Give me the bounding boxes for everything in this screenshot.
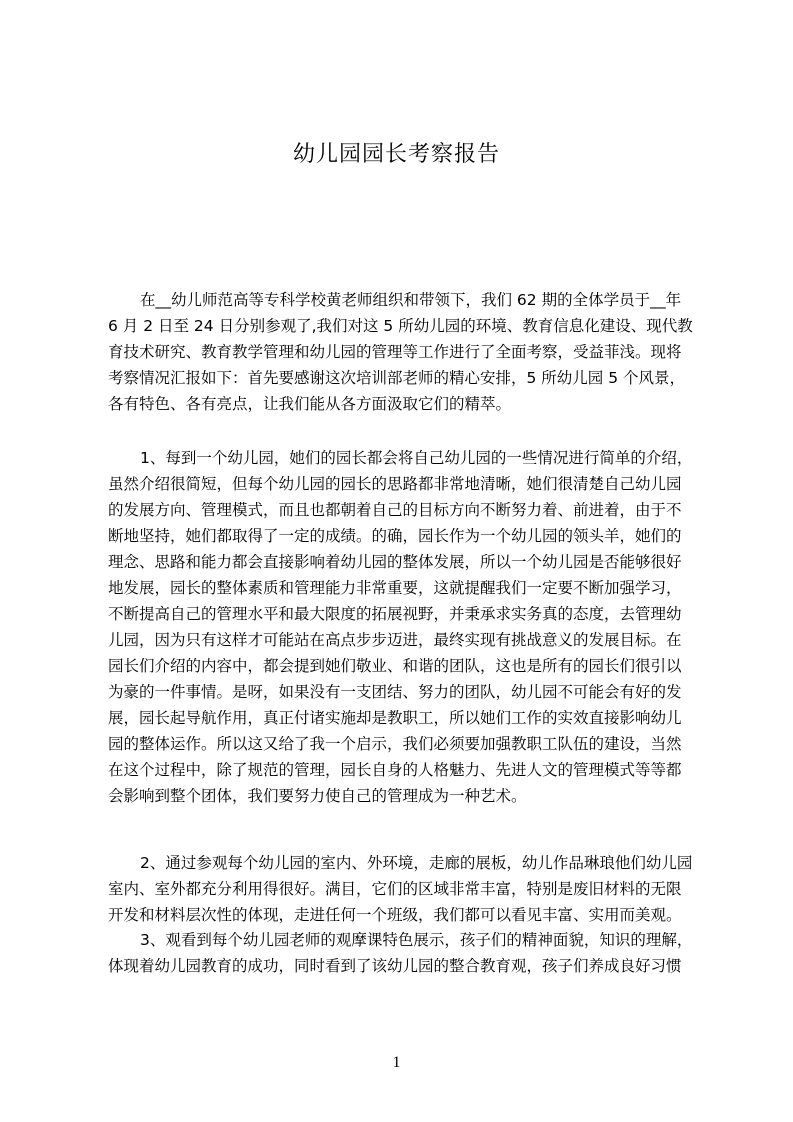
text-line: 理念、思路和能力都会直接影响着幼儿园的整体发展，所以一个幼儿园是否能够很好 bbox=[108, 553, 682, 571]
text-line: 园长们介绍的内容中，都会提到她们敬业、和谐的团队，这也是所有的园长们很引以 bbox=[108, 657, 682, 675]
text-line: 室内、室外都充分利用得很好。满目，它们的区域非常丰富，特别是废旧材料的无限 bbox=[108, 880, 682, 898]
paragraph-point-3 bbox=[108, 927, 698, 979]
text-line: 3、观看到每个幼儿园老师的观摩课特色展示，孩子们的精神面貌，知识的理解， bbox=[140, 931, 693, 949]
text-line: 断地坚持，她们都取得了一定的成绩。的确，园长作为一个幼儿园的领头羊，她们的 bbox=[108, 527, 682, 545]
paragraph-point-2 bbox=[108, 850, 698, 928]
page-number: 1 bbox=[392, 1054, 401, 1071]
text-line: 育技术研究、教育教学管理和幼儿园的管理等工作进行了全面考察，受益菲浅。现将 bbox=[108, 343, 682, 361]
text-line: 各有特色、各有亮点，让我们能从各方面汲取它们的精萃。 bbox=[108, 395, 512, 413]
text-line: 为豪的一件事情。是呀，如果没有一支团结、努力的团队，幼儿园不可能会有好的发 bbox=[108, 683, 682, 701]
text-line: 开发和材料层次性的体现，走进任何一个班级，我们都可以看见丰富、实用而美观。 bbox=[108, 906, 682, 924]
paragraph-intro bbox=[108, 287, 698, 417]
document-title: 幼儿园园长考察报告 bbox=[292, 142, 500, 167]
text-line: 的发展方向、管理模式，而且也都朝着自己的目标方向不断努力着、前进着，由于不 bbox=[108, 501, 682, 519]
text-line: 体现着幼儿园教育的成功，同时看到了该幼儿园的整合教育观，孩子们养成良好习惯 bbox=[108, 957, 682, 975]
text-line: 2、通过参观每个幼儿园的室内、外环境，走廊的展板，幼儿作品琳琅他们幼儿园 bbox=[140, 854, 693, 872]
text-line: 园的整体运作。所以这又给了我一个启示，我们必须要加强教职工队伍的建设，当然 bbox=[108, 735, 682, 753]
text-line: 虽然介绍很简短，但每个幼儿园的园长的思路都非常地清晰，她们很清楚自己幼儿园 bbox=[108, 475, 682, 493]
text-line: 儿园，因为只有这样才可能站在高点步步迈进，最终实现有挑战意义的发展目标。在 bbox=[108, 631, 682, 649]
text-line: 地发展，园长的整体素质和管理能力非常重要，这就提醒我们一定要不断加强学习， bbox=[108, 579, 682, 597]
text-line: 不断提高自己的管理水平和最大限度的拓展视野，并秉承求实务真的态度，去管理幼 bbox=[108, 605, 682, 623]
text-line: 6 月 2 日至 24 日分别参观了,我们对这 5 所幼儿园的环境、教育信息化建设、现代教 bbox=[108, 317, 693, 335]
text-line: 在这个过程中，除了规范的管理，园长自身的人格魅力、先进人文的管理模式等等都 bbox=[108, 761, 682, 779]
text-line: 1、每到一个幼儿园，她们的园长都会将自己幼儿园的一些情况进行简单的介绍， bbox=[140, 449, 693, 467]
text-line: 展，园长起导航作用，真正付诸实施却是教职工，所以她们工作的实效直接影响幼儿 bbox=[108, 709, 682, 727]
text-line: 会影响到整个团体，我们要努力使自己的管理成为一种艺术。 bbox=[108, 787, 527, 805]
text-line: 在__幼儿师范高等专科学校黄老师组织和带领下，我们 62 期的全体学员于__年 bbox=[140, 291, 682, 309]
text-line: 考察情况汇报如下：首先要感谢这次培训部老师的精心安排，5 所幼儿园 5 个风景， bbox=[108, 369, 686, 387]
paragraph-point-1 bbox=[108, 445, 698, 809]
